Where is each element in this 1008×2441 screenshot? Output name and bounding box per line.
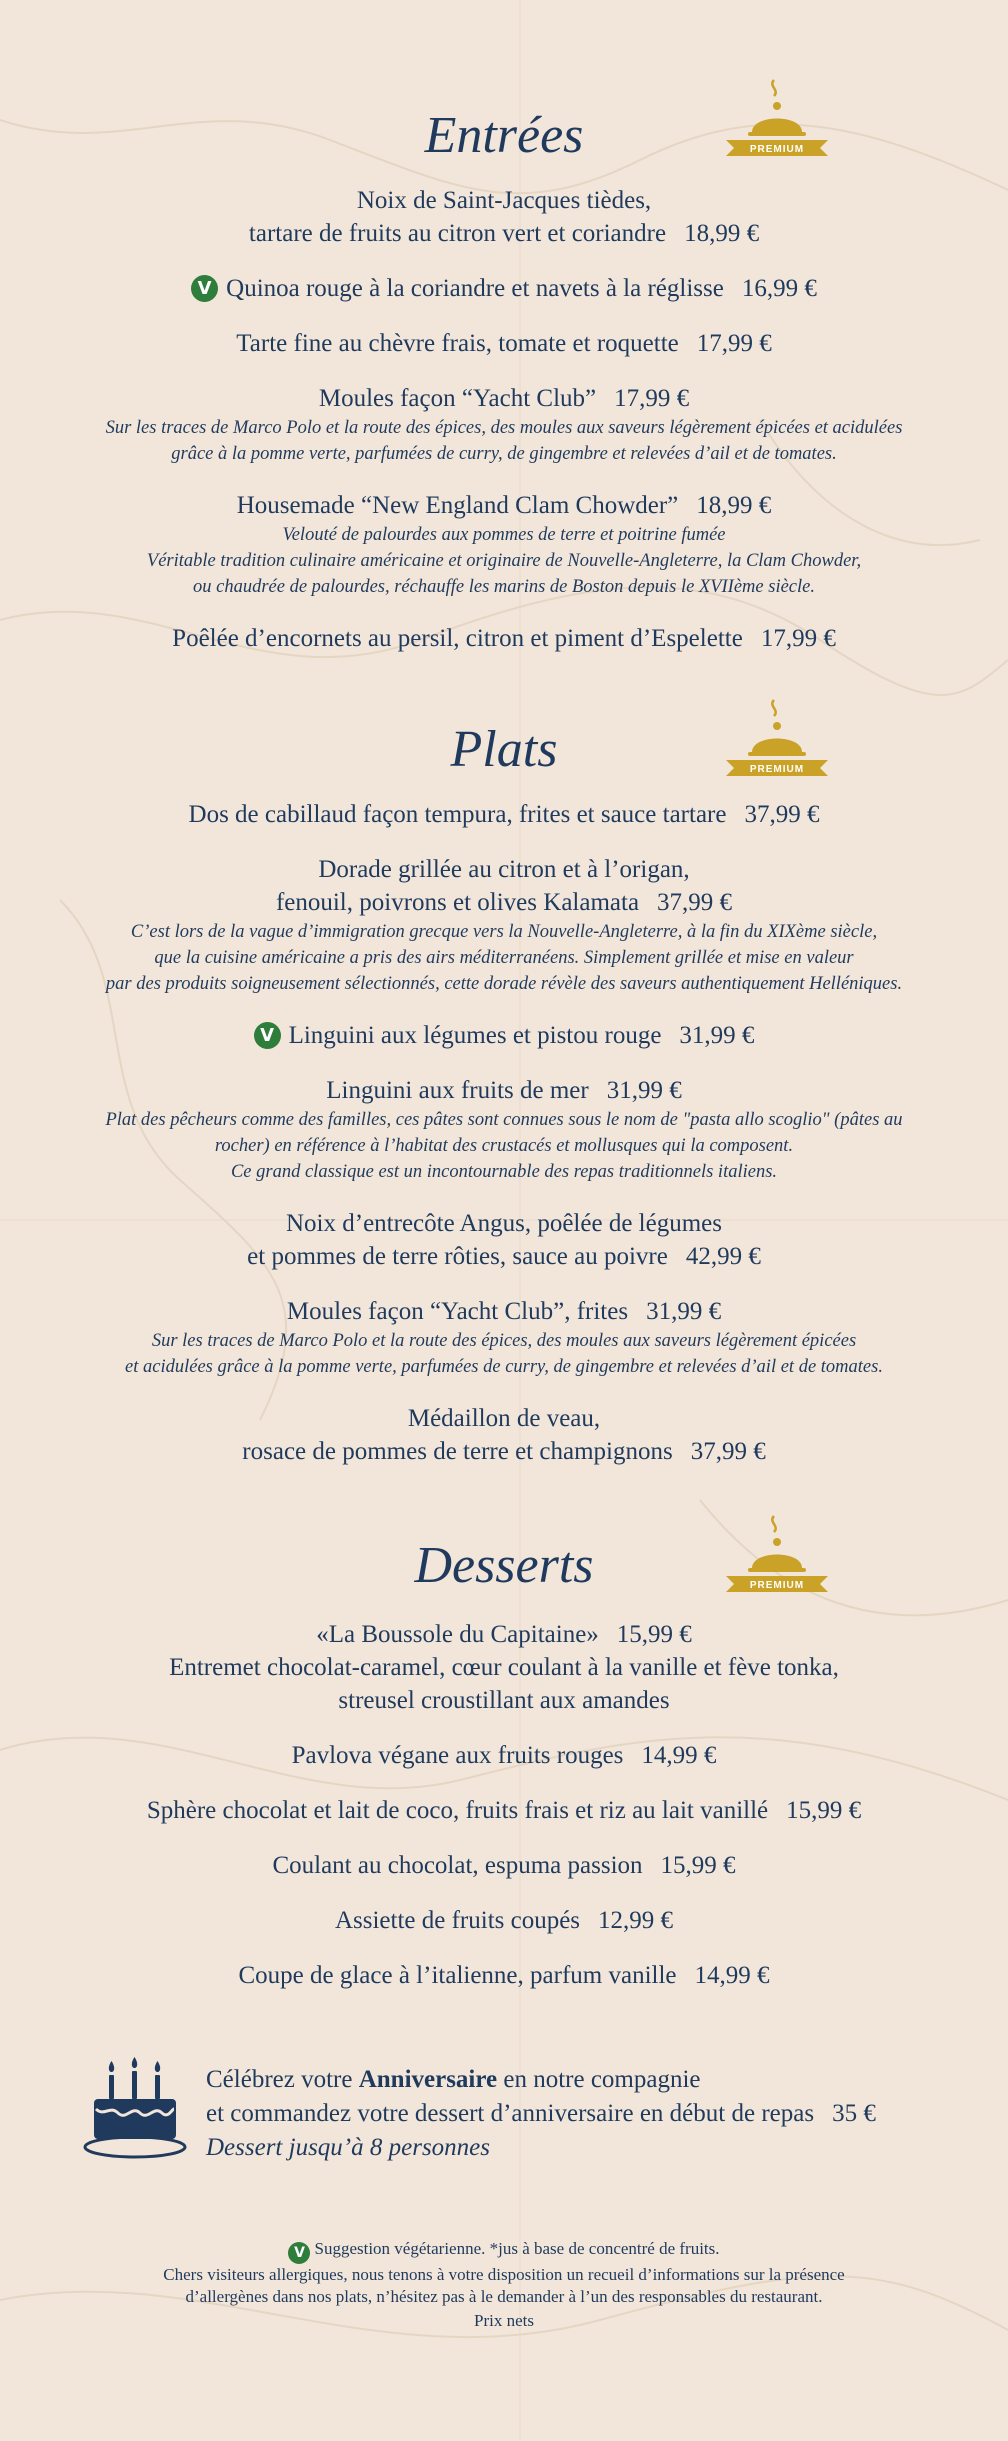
item-name: Quinoa rouge à la coriandre et navets à la réglisse <box>226 275 724 302</box>
item-name: rosace de pommes de terre et champignons <box>242 1438 673 1465</box>
menu-item <box>60 1402 948 1468</box>
item-name: Entremet chocolat-caramel, cœur coulant à la vanille et fève tonka, <box>169 1654 839 1681</box>
vegetarian-icon: V <box>288 2242 310 2264</box>
menu-item <box>60 1074 948 1185</box>
premium-label: PREMIUM <box>749 764 805 775</box>
veg-note: Suggestion végétarienne. *jus à base de concentré de fruits. <box>314 2239 720 2258</box>
item-name: Coupe de glace à l’italienne, parfum vanille <box>238 1962 677 1989</box>
menu-item <box>60 184 948 250</box>
menu-item <box>60 1849 948 1882</box>
desserts-list <box>60 1618 948 2014</box>
footer <box>40 2238 968 2332</box>
item-price: 17,99 € <box>614 385 690 412</box>
allergy-note: d’allergènes dans nos plats, n’hésitez pas à le demander à l’un des responsables du restaurant. <box>185 2287 823 2306</box>
vegetarian-icon: V <box>254 1022 281 1049</box>
allergy-note: Chers visiteurs allergiques, nous tenons à votre disposition un recueil d’informations sur la présence <box>163 2265 845 2284</box>
item-name: Moules façon “Yacht Club”, frites <box>286 1298 629 1325</box>
item-price: 31,99 € <box>679 1022 755 1049</box>
menu-item <box>60 1739 948 1772</box>
vegetarian-icon: V <box>191 275 218 302</box>
birthday-highlight: Anniversaire <box>358 2066 498 2093</box>
menu-item <box>60 1295 948 1380</box>
item-price: 31,99 € <box>646 1298 722 1325</box>
birthday-text: Célébrez votre <box>206 2066 359 2093</box>
item-name: Médaillon de veau, <box>407 1405 601 1432</box>
item-name: Noix d’entrecôte Angus, poêlée de légumes <box>286 1210 722 1237</box>
item-description: et acidulées grâce à la pomme verte, parfumées de curry, de gingembre et relevées d’ail et de tomates. <box>125 1357 883 1377</box>
item-price: 37,99 € <box>744 801 820 828</box>
item-name: Pavlova végane aux fruits rouges <box>291 1742 624 1769</box>
item-description: Sur les traces de Marco Polo et la route des épices, des moules aux saveurs légèrement épicées et acidulées <box>105 418 903 438</box>
menu-item <box>60 853 948 997</box>
section-title-desserts: Desserts <box>414 1537 594 1594</box>
item-price: 16,99 € <box>741 275 817 302</box>
premium-cloche-icon <box>722 76 832 166</box>
item-price: 37,99 € <box>690 1438 766 1465</box>
item-description: rocher) en référence à l’habitat des crustacés et mollusques qui la composent. <box>214 1136 794 1156</box>
section-title-entrees: Entrées <box>424 107 584 164</box>
menu-item <box>60 1618 948 1717</box>
item-price: 17,99 € <box>760 625 836 652</box>
item-price: 42,99 € <box>685 1243 761 1270</box>
item-price: 37,99 € <box>657 889 733 916</box>
menu-item <box>60 1794 948 1827</box>
prix-nets: Prix nets <box>474 2311 534 2330</box>
menu-item <box>60 622 948 655</box>
item-description: Plat des pêcheurs comme des familles, ces pâtes sont connues sous le nom de "pasta allo scoglio" (pâtes au <box>105 1110 903 1130</box>
item-description: C’est lors de la vague d’immigration grecque vers la Nouvelle-Angleterre, à la fin du XIXème siècle, <box>130 922 878 942</box>
item-description: Véritable tradition culinaire américaine et originaire de Nouvelle-Angleterre, la Clam Chowder, <box>146 551 862 571</box>
item-name: Tarte fine au chèvre frais, tomate et roquette <box>236 330 679 357</box>
item-name: Sphère chocolat et lait de coco, fruits frais et riz au lait vanillé <box>146 1797 769 1824</box>
menu-item <box>60 272 948 305</box>
menu-item <box>60 1019 948 1052</box>
item-description: par des produits soigneusement sélectionnés, cette dorade révèle des saveurs authentiquement Helléniques. <box>105 974 903 994</box>
section-title-plats: Plats <box>450 721 558 778</box>
menu-item <box>60 327 948 360</box>
item-price: 15,99 € <box>786 1797 862 1824</box>
item-price: 14,99 € <box>694 1962 770 1989</box>
item-price: 18,99 € <box>696 492 772 519</box>
item-name: Housemade “New England Clam Chowder” <box>236 492 679 519</box>
item-price: 17,99 € <box>696 330 772 357</box>
item-name: Moules façon “Yacht Club” <box>318 385 597 412</box>
birthday-text: et commandez votre dessert d’anniversaire en début de repas <box>206 2100 815 2127</box>
item-price: 12,99 € <box>598 1907 674 1934</box>
birthday-cake-icon <box>82 2055 188 2165</box>
menu-item <box>60 1959 948 1992</box>
menu-item <box>60 489 948 600</box>
premium-cloche-icon <box>722 696 832 786</box>
item-price: 15,99 € <box>660 1852 736 1879</box>
item-price: 14,99 € <box>641 1742 717 1769</box>
menu-item <box>60 1207 948 1273</box>
entrees-list <box>60 184 948 677</box>
item-name: Linguini aux fruits de mer <box>326 1077 589 1104</box>
birthday-offer <box>82 2055 962 2175</box>
item-name: tartare de fruits au citron vert et coriandre <box>248 220 667 247</box>
item-name: «La Boussole du Capitaine» <box>316 1621 599 1648</box>
plats-list <box>60 798 948 1490</box>
item-price: 18,99 € <box>684 220 760 247</box>
item-description: Ce grand classique est un incontournable des repas traditionnels italiens. <box>230 1162 778 1182</box>
item-name: Noix de Saint-Jacques tièdes, <box>356 187 652 214</box>
item-description: Velouté de palourdes aux pommes de terre et poitrine fumée <box>282 525 726 545</box>
item-name: streusel croustillant aux amandes <box>338 1687 670 1714</box>
item-price: 15,99 € <box>616 1621 692 1648</box>
premium-cloche-icon <box>722 1512 832 1602</box>
item-description: Sur les traces de Marco Polo et la route des épices, des moules aux saveurs légèrement épicées <box>151 1331 857 1351</box>
premium-label: PREMIUM <box>749 1580 805 1591</box>
menu-item <box>60 382 948 467</box>
item-description: grâce à la pomme verte, parfumées de curry, de gingembre et relevées d’ail et de tomates. <box>171 444 837 464</box>
item-name: Dos de cabillaud façon tempura, frites et sauce tartare <box>188 801 727 828</box>
item-name: Poêlée d’encornets au persil, citron et piment d’Espelette <box>172 625 743 652</box>
item-name: et pommes de terre rôties, sauce au poivre <box>247 1243 668 1270</box>
menu-item <box>60 1904 948 1937</box>
item-price: 31,99 € <box>606 1077 682 1104</box>
item-name: Coulant au chocolat, espuma passion <box>272 1852 643 1879</box>
item-description: ou chaudrée de palourdes, réchauffe les marins de Boston depuis le XVIIème siècle. <box>193 577 815 597</box>
birthday-note: Dessert jusqu’à 8 personnes <box>206 2134 491 2161</box>
item-name: Assiette de fruits coupés <box>334 1907 581 1934</box>
birthday-price: 35 € <box>832 2100 876 2127</box>
item-description: que la cuisine américaine a pris des airs méditerranéens. Simplement grillée et mise en valeur <box>154 948 854 968</box>
item-name: Dorade grillée au citron et à l’origan, <box>318 856 690 883</box>
premium-label: PREMIUM <box>749 144 805 155</box>
item-name: fenouil, poivrons et olives Kalamata <box>275 889 640 916</box>
item-name: Linguini aux légumes et pistou rouge <box>288 1022 662 1049</box>
menu-item <box>60 798 948 831</box>
birthday-text: en notre compagnie <box>497 2066 701 2093</box>
